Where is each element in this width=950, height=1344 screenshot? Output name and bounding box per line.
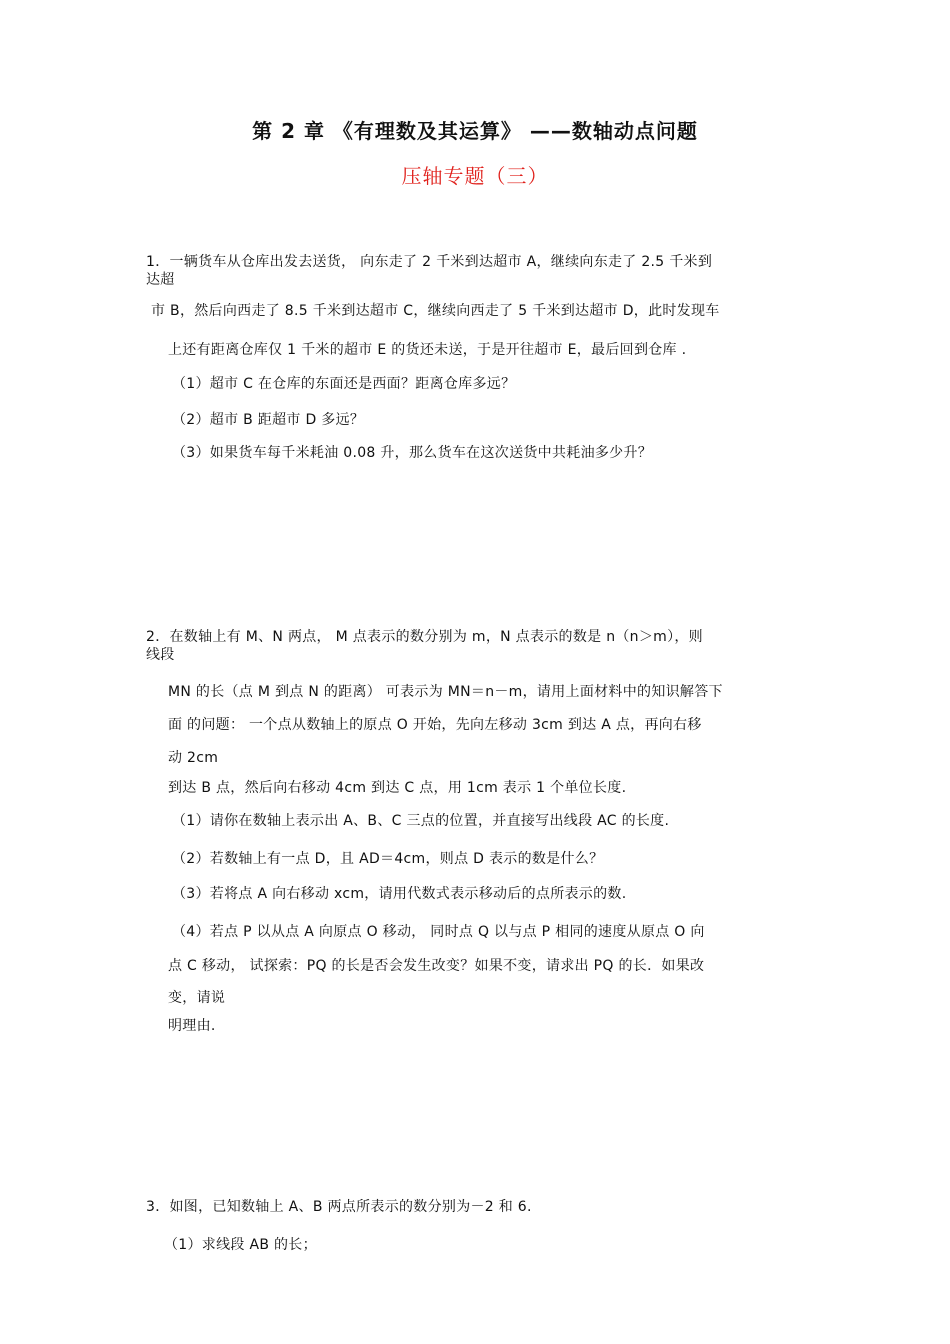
- q1-sub-2: （2）超市 B 距超市 D 多远？: [172, 412, 365, 428]
- q2-sub-4-line-4: 明理由.: [168, 1018, 216, 1034]
- q2-sub-3: （3）若将点 A 向右移动 xcm，请用代数式表示移动后的点所表示的数.: [172, 886, 627, 902]
- q2-line-3: MN 的长（点 M 到点 N 的距离） 可表示为 MN＝n－m，请用上面材料中的知识解答下: [168, 684, 723, 700]
- q1-line-3: 市 B，然后向西走了 8.5 千米到达超市 C，继续向西走了 5 千米到达超市 D，此时发现车: [151, 303, 720, 319]
- q2-line-1: 2．在数轴上有 M、N 两点， M 点表示的数分别为 m，N 点表示的数是 n（n＞m），则: [146, 629, 703, 645]
- q3-sub-1: （1）求线段 AB 的长；: [164, 1237, 317, 1253]
- document-title: 第 2 章 《有理数及其运算》 ——数轴动点问题: [252, 119, 698, 143]
- q2-sub-4-line-1: （4）若点 P 以从点 A 向原点 O 移动， 同时点 Q 以与点 P 相同的速度从原点 O 向: [172, 924, 705, 940]
- q2-line-2: 线段: [146, 647, 175, 663]
- q1-line-4: 上还有距离仓库仅 1 千米的超市 E 的货还未送，于是开往超市 E，最后回到仓库 .: [168, 342, 687, 358]
- q2-line-5: 动 2cm: [168, 750, 219, 766]
- q3-line-1: 3．如图，已知数轴上 A、B 两点所表示的数分别为－2 和 6.: [146, 1199, 532, 1215]
- q2-line-4: 面 的问题： 一个点从数轴上的原点 O 开始，先向左移动 3cm 到达 A 点，再向右移: [168, 717, 702, 733]
- q2-sub-1: （1）请你在数轴上表示出 A、B、C 三点的位置，并直接写出线段 AC 的长度.: [172, 813, 670, 829]
- q1-line-1: 1．一辆货车从仓库出发去送货， 向东走了 2 千米到达超市 A，继续向东走了 2.5 千米到: [146, 254, 713, 270]
- q1-sub-3: （3）如果货车每千米耗油 0.08 升，那么货车在这次送货中共耗油多少升？: [172, 445, 653, 461]
- document-subtitle: 压轴专题（三）: [401, 164, 549, 188]
- q2-sub-4-line-2: 点 C 移动， 试探索：PQ 的长是否会发生改变？如果不变，请求出 PQ 的长．如果改: [168, 958, 705, 974]
- q1-line-2: 达超: [146, 272, 175, 288]
- q1-sub-1: （1）超市 C 在仓库的东面还是西面？距离仓库多远？: [172, 376, 516, 392]
- q2-sub-4-line-3: 变，请说: [168, 990, 226, 1006]
- q2-line-6: 到达 B 点，然后向右移动 4cm 到达 C 点，用 1cm 表示 1 个单位长度.: [168, 780, 627, 796]
- q2-sub-2: （2）若数轴上有一点 D，且 AD＝4cm，则点 D 表示的数是什么？: [172, 851, 604, 867]
